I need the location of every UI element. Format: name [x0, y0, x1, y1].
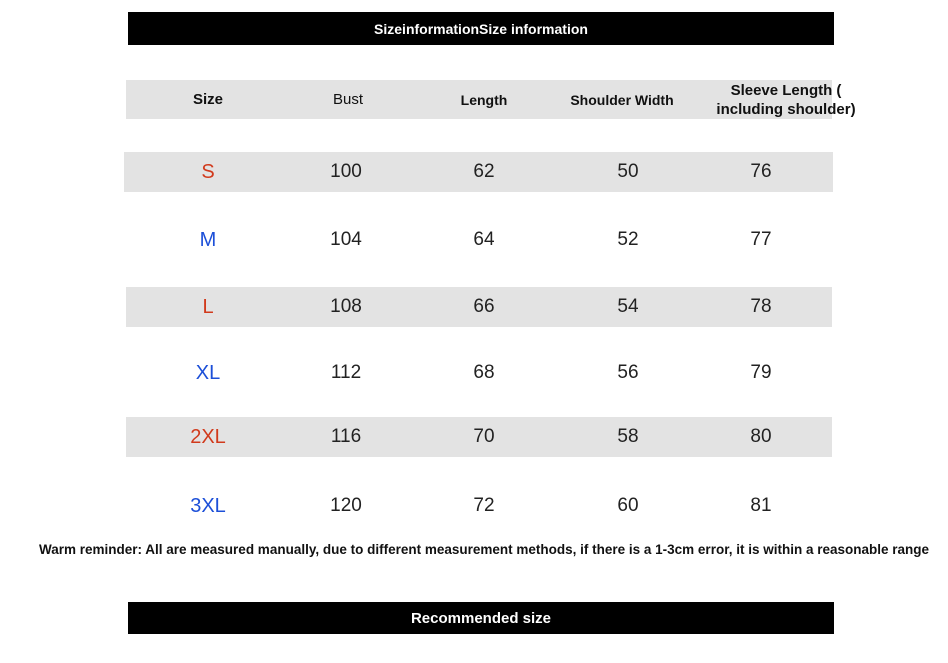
- sleeve-cell: 78: [750, 296, 772, 317]
- table-row: [124, 220, 833, 260]
- size-cell: 3XL: [190, 494, 226, 517]
- header-shoulder-width: Shoulder Width: [570, 91, 674, 108]
- shoulder-cell: 54: [617, 296, 639, 317]
- header-sleeve-length: Sleeve Length ( including shoulder): [716, 81, 856, 118]
- bust-cell: 120: [330, 495, 362, 516]
- table-header-row: [126, 80, 856, 119]
- length-cell: 68: [473, 362, 495, 383]
- length-cell: 64: [473, 229, 495, 250]
- shoulder-cell: 50: [617, 161, 639, 182]
- shoulder-cell: 52: [617, 229, 639, 250]
- shoulder-cell: 56: [617, 362, 639, 383]
- header-bust: Bust: [332, 91, 364, 108]
- header-size: Size: [192, 91, 224, 108]
- size-cell: M: [199, 228, 217, 251]
- table-row: [126, 287, 832, 327]
- shoulder-cell: 60: [617, 495, 639, 516]
- shoulder-cell: 58: [617, 426, 639, 447]
- length-cell: 62: [473, 161, 495, 182]
- sleeve-cell: 76: [750, 161, 772, 182]
- size-cell: XL: [195, 361, 221, 384]
- bust-cell: 112: [330, 362, 362, 383]
- bust-cell: 100: [330, 161, 362, 182]
- bust-cell: 108: [330, 296, 362, 317]
- length-cell: 70: [473, 426, 495, 447]
- table-row: [124, 353, 833, 393]
- warm-reminder-note: Warm reminder: All are measured manually, due to different measurement methods, if there is a 1-3cm error, it is within a reasonable range: [38, 542, 930, 557]
- size-information-title: SizeinformationSize information: [128, 12, 834, 45]
- recommended-size-title: Recommended size: [128, 602, 834, 634]
- sleeve-cell: 81: [750, 495, 772, 516]
- table-row: [126, 417, 832, 457]
- size-cell: 2XL: [190, 425, 226, 448]
- bust-cell: 104: [330, 229, 362, 250]
- length-cell: 72: [473, 495, 495, 516]
- bust-cell: 116: [330, 426, 362, 447]
- sleeve-cell: 79: [750, 362, 772, 383]
- sleeve-cell: 80: [750, 426, 772, 447]
- length-cell: 66: [473, 296, 495, 317]
- size-cell: S: [201, 160, 215, 183]
- table-row: [124, 486, 833, 526]
- header-length: Length: [460, 91, 508, 108]
- table-row: [124, 152, 833, 192]
- size-cell: L: [202, 295, 214, 318]
- sleeve-cell: 77: [750, 229, 772, 250]
